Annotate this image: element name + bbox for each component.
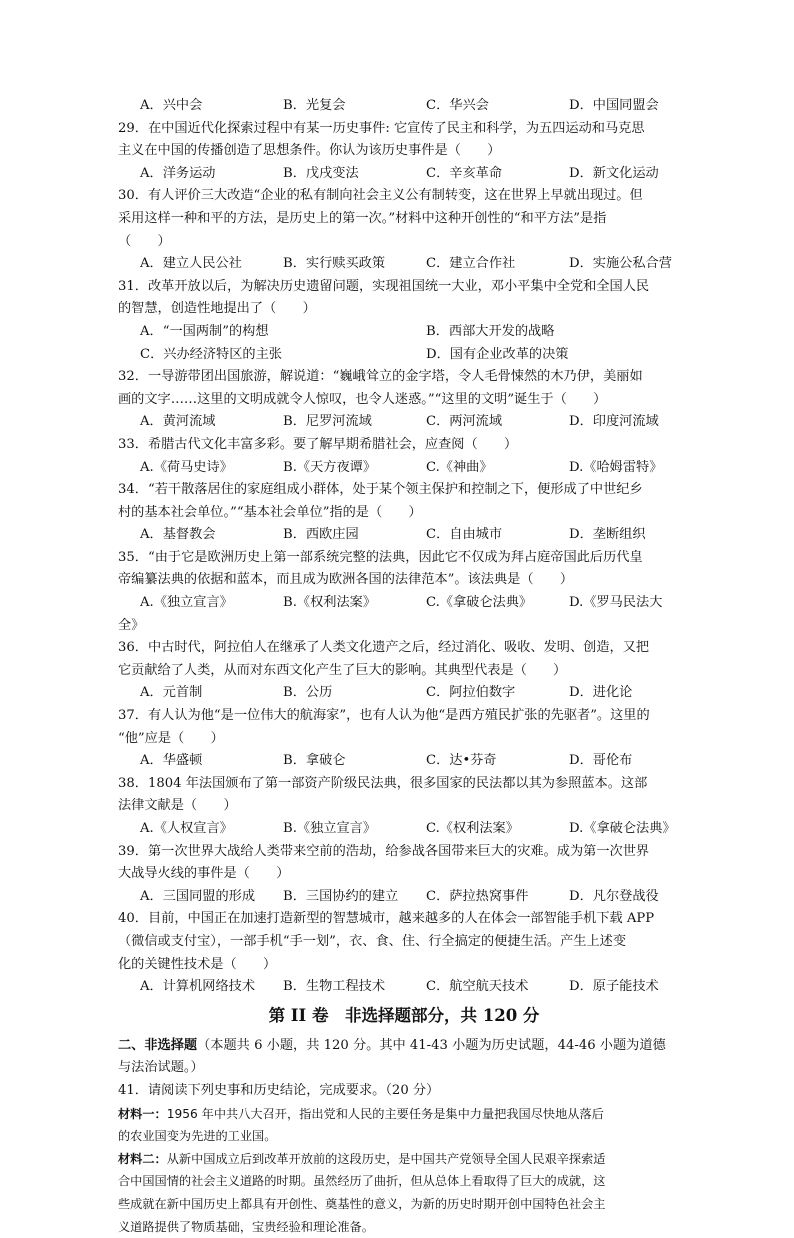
option-a: A．三国同盟的形成 [118,886,261,909]
q38-stem-line-1: 38．1804 年法国颁布了第一部资产阶级民法典，很多国家的民法都以其为参照蓝本。这部 [118,773,690,796]
option-d: D.《拿破仑法典》 [547,818,690,841]
option-b: B．西欧庄园 [261,524,404,547]
option-d: D．实施公私合营 [547,253,690,276]
option-a: A．黄河流域 [118,411,261,434]
option-d: D．哥伦布 [547,750,690,773]
q36-stem-line-2: 它贡献给了人类，从而对东西文化产生了巨大的影响。其典型代表是（ ） [118,660,690,683]
option-c: C．兴办经济特区的主张 [118,344,404,367]
q40-stem-line-2: （微信或支付宝），一部手机“手一划”，衣、食、住、行全搞定的便捷生活。产生上述变 [118,931,690,954]
option-d: D．中国同盟会 [547,95,690,118]
q41-stem: 41．请阅读下列史事和历史结论，完成要求。（20 分） [118,1080,690,1103]
option-a: A．“一国两制”的构想 [118,321,404,344]
option-d: D．原子能技术 [547,976,690,999]
option-b: B．拿破仑 [261,750,404,773]
option-a: A.《人权宣言》 [118,818,261,841]
material-2-text: 从新中国成立后到改革开放前的这段历史，是中国共产党领导全国人民艰辛探索适 [167,1152,606,1166]
q29-stem-line-2: 主义在中国的传播创造了思想条件。你认为该历史事件是（ ） [118,140,690,163]
option-c: C．辛亥革命 [404,163,547,186]
q31-options-row-2 [118,344,690,367]
q41-material-2-line-3: 些成就在新中国历史上都具有开创性、奠基性的意义，为新的历史时期开创中国特色社会主 [118,1193,690,1216]
q29-stem-line-1: 29．在中国近代化探索过程中有某一历史事件: 它宣传了民主和科学，为五四运动和马克思 [118,118,690,141]
option-a: A.《独立宣言》 [118,592,261,615]
q32-stem-line-1: 32．一导游带团出国旅游，解说道：“巍峨耸立的金字塔，令人毛骨悚然的木乃伊，美丽如 [118,366,690,389]
q29-options [118,163,690,186]
q31-stem-line-2: 的智慧，创造性地提出了（ ） [118,298,690,321]
option-d: D.《哈姆雷特》 [547,457,690,480]
q30-stem-line-3: （ ） [118,231,690,254]
q34-options [118,524,690,547]
q30-options [118,253,690,276]
option-d: D．印度河流域 [547,411,690,434]
option-d: D．垄断组织 [547,524,690,547]
q34-stem-line-2: 村的基本社会单位。”“基本社会单位”指的是（ ） [118,502,690,525]
section-2-heading-label: 二、非选择题 [118,1038,197,1053]
q35-stem-line-1: 35．“由于它是欧洲历史上第一部系统完整的法典，因此它不仅成为拜占庭帝国此后历代皇 [118,547,690,570]
option-d: D．国有企业改革的决策 [404,344,690,367]
q37-options [118,750,690,773]
option-a: A．计算机网络技术 [118,976,261,999]
q36-options [118,682,690,705]
option-b: B．西部大开发的战略 [404,321,690,344]
option-b: B．光复会 [261,95,404,118]
q39-stem-line-2: 大战导火线的事件是（ ） [118,863,690,886]
section-2-heading-line-1 [118,1035,690,1058]
option-a: A．元首制 [118,682,261,705]
q40-stem-line-3: 化的关键性技术是（ ） [118,954,690,977]
option-b: B．公历 [261,682,404,705]
option-d: D.《罗马民法大 [547,592,690,615]
q38-stem-line-2: 法律文献是（ ） [118,795,690,818]
section-2-heading-text: （本题共 6 小题，共 120 分。其中 41-43 小题为历史试题，44-46 小题为道德 [197,1038,666,1053]
q37-stem-line-2: “他”应是（ ） [118,728,690,751]
option-b: B．实行赎买政策 [261,253,404,276]
section-2-heading-line-2: 与法治试题。） [118,1057,690,1080]
option-d: D．凡尔登战役 [547,886,690,909]
q41-material-1-line-1 [118,1103,690,1126]
option-c: C．建立合作社 [404,253,547,276]
q31-options-row-1 [118,321,690,344]
option-a: A.《荷马史诗》 [118,457,261,480]
option-b: B．三国协约的建立 [261,886,404,909]
option-b: B．戊戌变法 [261,163,404,186]
q33-options [118,457,690,480]
q36-stem-line-1: 36．中古时代，阿拉伯人在继承了人类文化遗产之后，经过消化、吸收、发明、创造，又把 [118,637,690,660]
option-a: A．建立人民公社 [118,253,261,276]
q41-material-2-line-4: 义道路提供了物质基础，宝贵经验和理论准备。 [118,1216,690,1238]
option-b: B．生物工程技术 [261,976,404,999]
q38-options [118,818,690,841]
q30-stem-line-1: 30．有人评价三大改造“企业的私有制向社会主义公有制转变，这在世界上早就出现过。但 [118,185,690,208]
option-b: B.《独立宣言》 [261,818,404,841]
option-a: A．兴中会 [118,95,261,118]
q35-options [118,592,690,615]
section-2-title: 第 II 卷 非选择题部分，共 120 分 [118,1001,690,1031]
q32-options [118,411,690,434]
q39-options [118,886,690,909]
q41-material-2-line-2: 合中国国情的社会主义道路的时期。虽然经历了曲折，但从总体上看取得了巨大的成就，这 [118,1170,690,1193]
option-c: C．两河流域 [404,411,547,434]
exam-page [118,95,690,1238]
option-a: A．华盛顿 [118,750,261,773]
q41-material-1-line-2: 的农业国变为先进的工业国。 [118,1125,690,1148]
q31-stem-line-1: 31．改革开放以后，为解决历史遗留问题，实现祖国统一大业，邓小平集中全党和全国人民 [118,276,690,299]
q41-material-2-line-1 [118,1148,690,1171]
option-c: C．阿拉伯数字 [404,682,547,705]
material-1-text: 1956 年中共八大召开，指出党和人民的主要任务是集中力量把我国尽快地从落后 [167,1107,604,1121]
option-c: C.《权利法案》 [404,818,547,841]
option-b: B.《权利法案》 [261,592,404,615]
q39-stem-line-1: 39．第一次世界大战给人类带来空前的浩劫，给参战各国带来巨大的灾难。成为第一次世界 [118,841,690,864]
material-1-label: 材料一： [118,1107,167,1121]
q35-option-d-tail: 全》 [118,615,690,638]
option-b: B.《天方夜谭》 [261,457,404,480]
q34-stem-line-1: 34．“若干散落居住的家庭组成小群体，处于某个领主保护和控制之下，便形成了中世纪乡 [118,479,690,502]
q32-stem-line-2: 画的文字……这里的文明成就令人惊叹，也令人迷惑。”“这里的文明”诞生于（ ） [118,389,690,412]
material-2-label: 材料二： [118,1152,167,1166]
q40-options [118,976,690,999]
option-c: C.《神曲》 [404,457,547,480]
q40-stem-line-1: 40．目前，中国正在加速打造新型的智慧城市，越来越多的人在体会一部智能手机下载 APP [118,908,690,931]
q33-stem-line-1: 33．希腊古代文化丰富多彩。要了解早期希腊社会，应查阅（ ） [118,434,690,457]
option-c: C．达•芬奇 [404,750,547,773]
option-c: C.《拿破仑法典》 [404,592,547,615]
option-a: A．洋务运动 [118,163,261,186]
q37-stem-line-1: 37．有人认为他“是一位伟大的航海家”，也有人认为他“是西方殖民扩张的先驱者”。这里的 [118,705,690,728]
option-c: C．华兴会 [404,95,547,118]
q30-stem-line-2: 采用这样一种和平的方法，是历史上的第一次。”材料中这种开创性的“和平方法”是指 [118,208,690,231]
option-d: D．新文化运动 [547,163,690,186]
option-d: D．进化论 [547,682,690,705]
q28-options [118,95,690,118]
option-b: B．尼罗河流域 [261,411,404,434]
option-c: C．自由城市 [404,524,547,547]
option-a: A．基督教会 [118,524,261,547]
q35-stem-line-2: 帝编纂法典的依据和蓝本，而且成为欧洲各国的法律范本”。该法典是（ ） [118,569,690,592]
option-c: C．航空航天技术 [404,976,547,999]
option-c: C．萨拉热窝事件 [404,886,547,909]
